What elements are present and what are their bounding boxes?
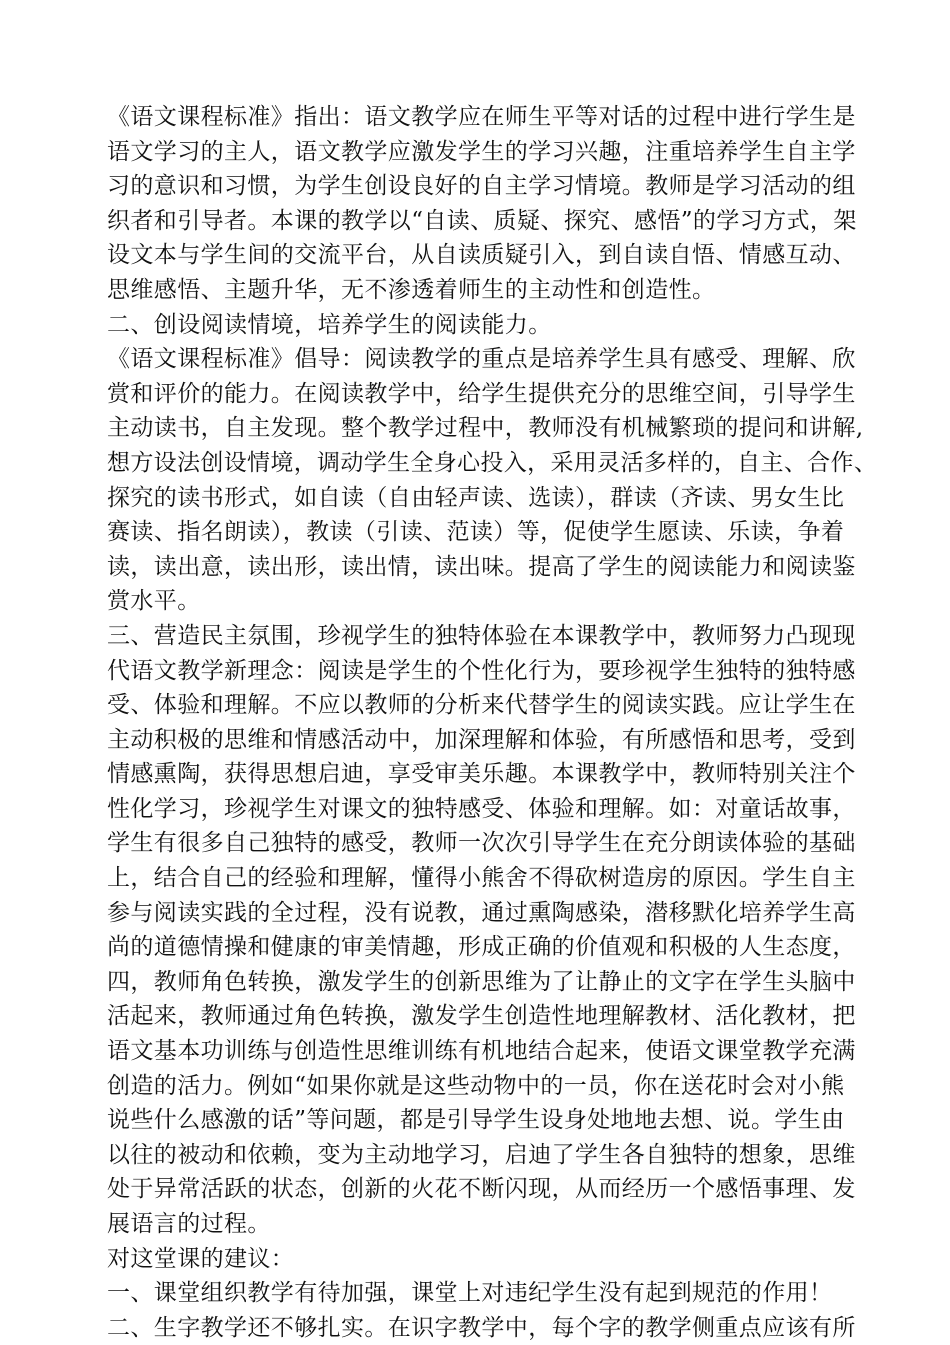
text-line: 读，读出意，读出形，读出情，读出味。提高了学生的阅读能力和阅读鉴: [107, 553, 856, 580]
text-line: 学生有很多自己独特的感受，教师一次次引导学生在充分朗读体验的基础: [107, 830, 856, 857]
text-line: 主动读书，自主发现。整个教学过程中，教师没有机械繁琐的提问和讲解,: [107, 415, 864, 442]
text-line: 以往的被动和依赖，变为主动地学习，启迪了学生各自独特的想象，思维: [107, 1141, 856, 1168]
text-line: 代语文教学新理念：阅读是学生的个性化行为，要珍视学生独特的独特感: [107, 657, 856, 684]
text-line: 二、创设阅读情境，培养学生的阅读能力。: [107, 311, 552, 338]
text-line: 受、体验和理解。不应以教师的分析来代替学生的阅读实践。应让学生在: [107, 692, 856, 719]
text-line: 《语文课程标准》倡导：阅读教学的重点是培养学生具有感受、理解、欣: [107, 346, 856, 373]
text-line: 说些什么感激的话”等问题，都是引导学生设身处地地去想、说。学生由: [107, 1107, 845, 1134]
text-line: 四，教师角色转换，激发学生的创新思维为了让静止的文字在学生头脑中: [107, 968, 856, 995]
text-line: 对这堂课的建议：: [107, 1245, 295, 1272]
text-line: 思维感悟、主题升华，无不渗透着师生的主动性和创造性。: [107, 276, 716, 303]
text-line: 探究的读书形式，如自读（自由轻声读、选读），群读（齐读、男女生比: [107, 484, 845, 511]
text-line: 处于异常活跃的状态，创新的火花不断闪现，从而经历一个感悟事理、发: [107, 1176, 856, 1203]
text-line: 《语文课程标准》指出：语文教学应在师生平等对话的过程中进行学生是: [107, 104, 856, 130]
text-line: 设文本与学生间的交流平台，从自读质疑引入，到自读自悟、情感互动、: [107, 242, 856, 269]
text-line: 创造的活力。例如“如果你就是这些动物中的一员，你在送花时会对小熊: [107, 1072, 845, 1099]
text-line: 习的意识和习惯，为学生创设良好的自主学习情境。教师是学习活动的组: [107, 173, 856, 200]
text-line: 性化学习，珍视学生对课文的独特感受、体验和理解。如：对童话故事，: [107, 795, 856, 822]
text-line: 语文学习的主人，语文教学应激发学生的学习兴趣，注重培养学生自主学: [107, 138, 856, 165]
text-line: 语文基本功训练与创造性思维训练有机地结合起来，使语文课堂教学充满: [107, 1038, 856, 1065]
text-line: 尚的道德情操和健康的审美情趣，形成正确的价值观和积极的人生态度，: [107, 934, 856, 961]
text-line: 主动积极的思维和情感活动中，加深理解和体验，有所感悟和思考，受到: [107, 726, 856, 753]
text-line: 三、营造民主氛围，珍视学生的独特体验在本课教学中，教师努力凸现现: [107, 622, 856, 649]
text-line: 赛读、指名朗读），教读（引读、范读）等，促使学生愿读、乐读，争着: [107, 519, 845, 546]
document-body: [107, 100, 877, 1345]
text-line: 赏水平。: [107, 588, 201, 615]
text-line: 织者和引导者。本课的教学以“自读、质疑、探究、感悟”的学习方式，架: [107, 207, 857, 234]
text-line: 二、生字教学还不够扎实。在识字教学中，每个字的教学侧重点应该有所: [107, 1314, 856, 1341]
text-line: 想方设法创设情境，调动学生全身心投入，采用灵活多样的，自主、合作、: [107, 449, 878, 476]
text-line: 展语言的过程。: [107, 1211, 271, 1237]
text-line: 情感熏陶，获得思想启迪，享受审美乐趣。本课教学中，教师特别关注个: [107, 761, 856, 788]
text-line: 活起来，教师通过角色转换，激发学生创造性地理解教材、活化教材，把: [107, 1003, 856, 1030]
text-line: 一、课堂组织教学有待加强，课堂上对违纪学生没有起到规范的作用！: [107, 1280, 833, 1307]
text-line: 上，结合自己的经验和理解，懂得小熊舍不得砍树造房的原因。学生自主: [107, 865, 856, 892]
text-line: 参与阅读实践的全过程，没有说教，通过熏陶感染，潜移默化培养学生高: [107, 899, 856, 926]
text-line: 赏和评价的能力。在阅读教学中，给学生提供充分的思维空间，引导学生: [107, 380, 856, 407]
